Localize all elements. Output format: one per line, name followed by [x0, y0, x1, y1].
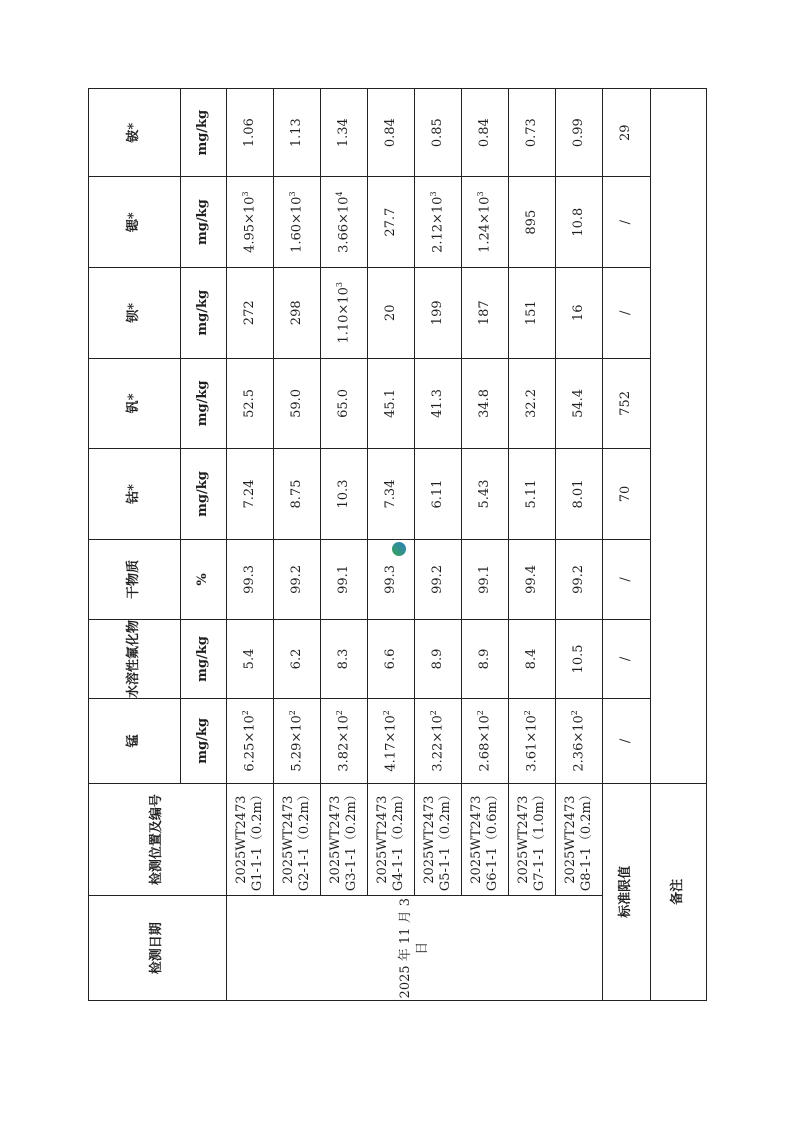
- value-cell-v: 34.8: [462, 358, 509, 449]
- date-cell: 2025 年 11 月 3 日: [227, 896, 603, 1001]
- value-cell-mn: $6.25\times 10^2$: [227, 698, 274, 783]
- header-unit-5: mg/kg: [181, 267, 227, 358]
- table-row: [556, 89, 603, 1001]
- limit-v: 752: [603, 358, 651, 449]
- header-date: 检测日期: [89, 896, 227, 1001]
- limit-f: /: [603, 619, 651, 698]
- value-cell-be: 1.13: [274, 89, 321, 177]
- value-cell-be: 0.85: [415, 89, 462, 177]
- header-unit-6: mg/kg: [181, 177, 227, 268]
- sample-id-cell: 2025WT2473 G8-1-1（0.2m）: [556, 783, 603, 896]
- value-cell-co: 7.24: [227, 449, 274, 540]
- value-cell-f: 8.4: [509, 619, 556, 698]
- value-cell-co: 8.01: [556, 449, 603, 540]
- value-cell-dry: 99.2: [556, 539, 603, 619]
- value-cell-ba: 272: [227, 267, 274, 358]
- table-row: [227, 89, 274, 1001]
- header-location: 检测位置及编号: [89, 783, 227, 896]
- value-cell-mn: $3.61\times 10^2$: [509, 698, 556, 783]
- value-cell-be: 1.06: [227, 89, 274, 177]
- results-table: [88, 88, 707, 1001]
- value-cell-ba: 187: [462, 267, 509, 358]
- value-cell-v: 54.4: [556, 358, 603, 449]
- table-row: [321, 89, 368, 1001]
- table-row: [274, 89, 321, 1001]
- value-cell-f: 8.9: [415, 619, 462, 698]
- value-cell-be: 0.73: [509, 89, 556, 177]
- value-cell-v: 52.5: [227, 358, 274, 449]
- limit-be: 29: [603, 89, 651, 177]
- value-cell-mn: $3.22\times 10^2$: [415, 698, 462, 783]
- header-unit-3: mg/kg: [181, 449, 227, 540]
- value-cell-be: 0.84: [368, 89, 415, 177]
- value-cell-be: 1.34: [321, 89, 368, 177]
- value-cell-co: 5.43: [462, 449, 509, 540]
- sample-id-cell: 2025WT2473 G3-1-1（0.2m）: [321, 783, 368, 896]
- header-param-1: 水溶性氟化物: [89, 619, 181, 698]
- header-param-0: 锰: [89, 698, 181, 783]
- remark-content: [651, 89, 707, 784]
- value-cell-mn: $5.29\times 10^2$: [274, 698, 321, 783]
- value-cell-ba: $1.10\times 10^3$: [321, 267, 368, 358]
- value-cell-dry: 99.4: [509, 539, 556, 619]
- header-param-2: 干物质: [89, 539, 181, 619]
- sample-id-cell: 2025WT2473 G6-1-1（0.6m）: [462, 783, 509, 896]
- table-row: [509, 89, 556, 1001]
- limit-label: 标准限值: [603, 783, 651, 1000]
- value-cell-sr: 10.8: [556, 177, 603, 268]
- value-cell-mn: $4.17\times 10^2$: [368, 698, 415, 783]
- value-cell-v: 45.1: [368, 358, 415, 449]
- value-cell-be: 0.84: [462, 89, 509, 177]
- header-unit-2: %: [181, 539, 227, 619]
- sample-id-cell: 2025WT2473 G1-1-1（0.2m）: [227, 783, 274, 896]
- value-cell-v: 32.2: [509, 358, 556, 449]
- value-cell-ba: 151: [509, 267, 556, 358]
- header-param-5: 钡*: [89, 267, 181, 358]
- value-cell-ba: 199: [415, 267, 462, 358]
- header-unit-7: mg/kg: [181, 89, 227, 177]
- value-cell-dry: 99.3: [368, 539, 415, 619]
- value-cell-co: 6.11: [415, 449, 462, 540]
- value-cell-sr: $4.95\times 10^3$: [227, 177, 274, 268]
- value-cell-f: 6.2: [274, 619, 321, 698]
- limit-dry: /: [603, 539, 651, 619]
- sample-id-cell: 2025WT2473 G5-1-1（0.2m）: [415, 783, 462, 896]
- header-param-7: 铍*: [89, 89, 181, 177]
- value-cell-f: 5.4: [227, 619, 274, 698]
- value-cell-sr: $2.12\times 10^3$: [415, 177, 462, 268]
- value-cell-dry: 99.2: [274, 539, 321, 619]
- limit-sr: /: [603, 177, 651, 268]
- value-cell-ba: 298: [274, 267, 321, 358]
- value-cell-v: 41.3: [415, 358, 462, 449]
- table-row: [462, 89, 509, 1001]
- value-cell-dry: 99.1: [462, 539, 509, 619]
- value-cell-co: 10.3: [321, 449, 368, 540]
- limit-co: 70: [603, 449, 651, 540]
- value-cell-f: 8.9: [462, 619, 509, 698]
- value-cell-v: 59.0: [274, 358, 321, 449]
- header-row-params: [89, 89, 181, 1001]
- value-cell-v: 65.0: [321, 358, 368, 449]
- header-param-6: 锶*: [89, 177, 181, 268]
- limit-ba: /: [603, 267, 651, 358]
- sample-id-cell: 2025WT2473 G7-1-1（1.0m）: [509, 783, 556, 896]
- value-cell-co: 7.34: [368, 449, 415, 540]
- value-cell-dry: 99.1: [321, 539, 368, 619]
- limit-mn: /: [603, 698, 651, 783]
- value-cell-mn: $2.68\times 10^2$: [462, 698, 509, 783]
- remark-label: 备注: [651, 783, 707, 1000]
- value-cell-f: 6.6: [368, 619, 415, 698]
- value-cell-dry: 99.2: [415, 539, 462, 619]
- remark-row: [651, 89, 707, 1001]
- standard-limit-row: [603, 89, 651, 1001]
- value-cell-dry: 99.3: [227, 539, 274, 619]
- header-param-3: 钴*: [89, 449, 181, 540]
- sample-id-cell: 2025WT2473 G4-1-1（0.2m）: [368, 783, 415, 896]
- header-param-4: 钒*: [89, 358, 181, 449]
- value-cell-sr: $1.60\times 10^3$: [274, 177, 321, 268]
- value-cell-sr: $1.24\times 10^3$: [462, 177, 509, 268]
- table-row: [368, 89, 415, 1001]
- value-cell-co: 8.75: [274, 449, 321, 540]
- header-unit-4: mg/kg: [181, 358, 227, 449]
- table-row: [415, 89, 462, 1001]
- sample-id-cell: 2025WT2473 G2-1-1（0.2m）: [274, 783, 321, 896]
- value-cell-f: 8.3: [321, 619, 368, 698]
- value-cell-ba: 20: [368, 267, 415, 358]
- header-unit-0: mg/kg: [181, 698, 227, 783]
- value-cell-mn: $3.82\times 10^2$: [321, 698, 368, 783]
- value-cell-co: 5.11: [509, 449, 556, 540]
- header-unit-1: mg/kg: [181, 619, 227, 698]
- value-cell-mn: $2.36\times 10^2$: [556, 698, 603, 783]
- value-cell-be: 0.99: [556, 89, 603, 177]
- value-cell-sr: 895: [509, 177, 556, 268]
- value-cell-sr: $3.66\times 10^4$: [321, 177, 368, 268]
- value-cell-ba: 16: [556, 267, 603, 358]
- value-cell-sr: 27.7: [368, 177, 415, 268]
- value-cell-f: 10.5: [556, 619, 603, 698]
